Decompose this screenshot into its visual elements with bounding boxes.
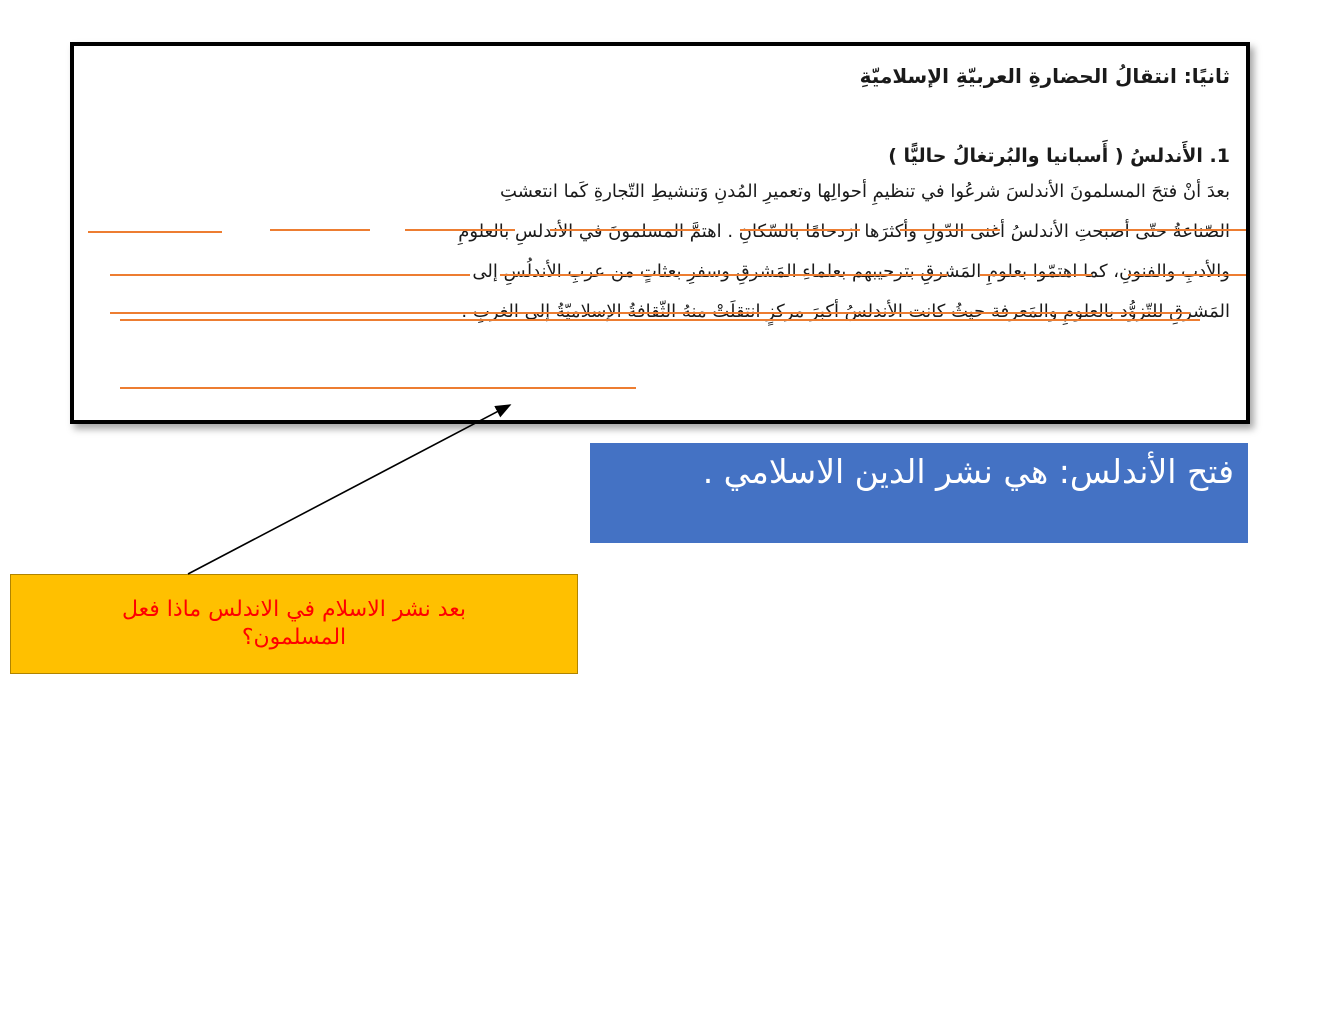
arrow-line (188, 405, 510, 574)
answer-text: فتح الأندلس: هي نشر الدين الاسلامي . (702, 452, 1234, 491)
excerpt-line: الصّناعةُ حتّى أصبحتِ الأندلسُ أغنى الدّولِ وأكثرَها ازدحامًا بالسّكانِ . اهتمَّ المسلمونَ في الأندلسِ بالعلومِ (458, 221, 1230, 242)
excerpt-title: ثانيًا: انتقالُ الحضارةِ العربيّةِ الإسلاميّةِ (859, 64, 1230, 88)
question-text: بعد نشر الاسلام في الاندلس ماذا فعل المسلمون؟ (121, 597, 467, 650)
excerpt-subtitle: 1. الأَندلسُ ( أَسبانيا والبُرتغالُ حاليًّا ) (888, 145, 1230, 167)
excerpt-line: المَشرقِ للتّزوُّدِ بالعلومِ والمَعرفةِ حيثُ كانتِ الأندلسُ أكبرَ مركزٍ انتقلَتْ منهُ الثّقافةُ الإسلاميّةُ إلى الغربِ . (461, 301, 1230, 322)
excerpt-line: والأدبِ والفنونِ، كما اهتمّوا بعلومِ المَشرقِ بترحيبهم بعلماءِ المَشرقِ وسفرِ بعثاتٍ من عربِ الأندلُسِ إلى (472, 261, 1230, 282)
excerpt-line: بعدَ أنْ فتحَ المسلمونَ الأندلسَ شرعُوا في تنظيمِ أحوالِها وتعميرِ المُدنِ وَتنشيطِ التّجارةِ كَما انتعشتِ (500, 181, 1230, 202)
